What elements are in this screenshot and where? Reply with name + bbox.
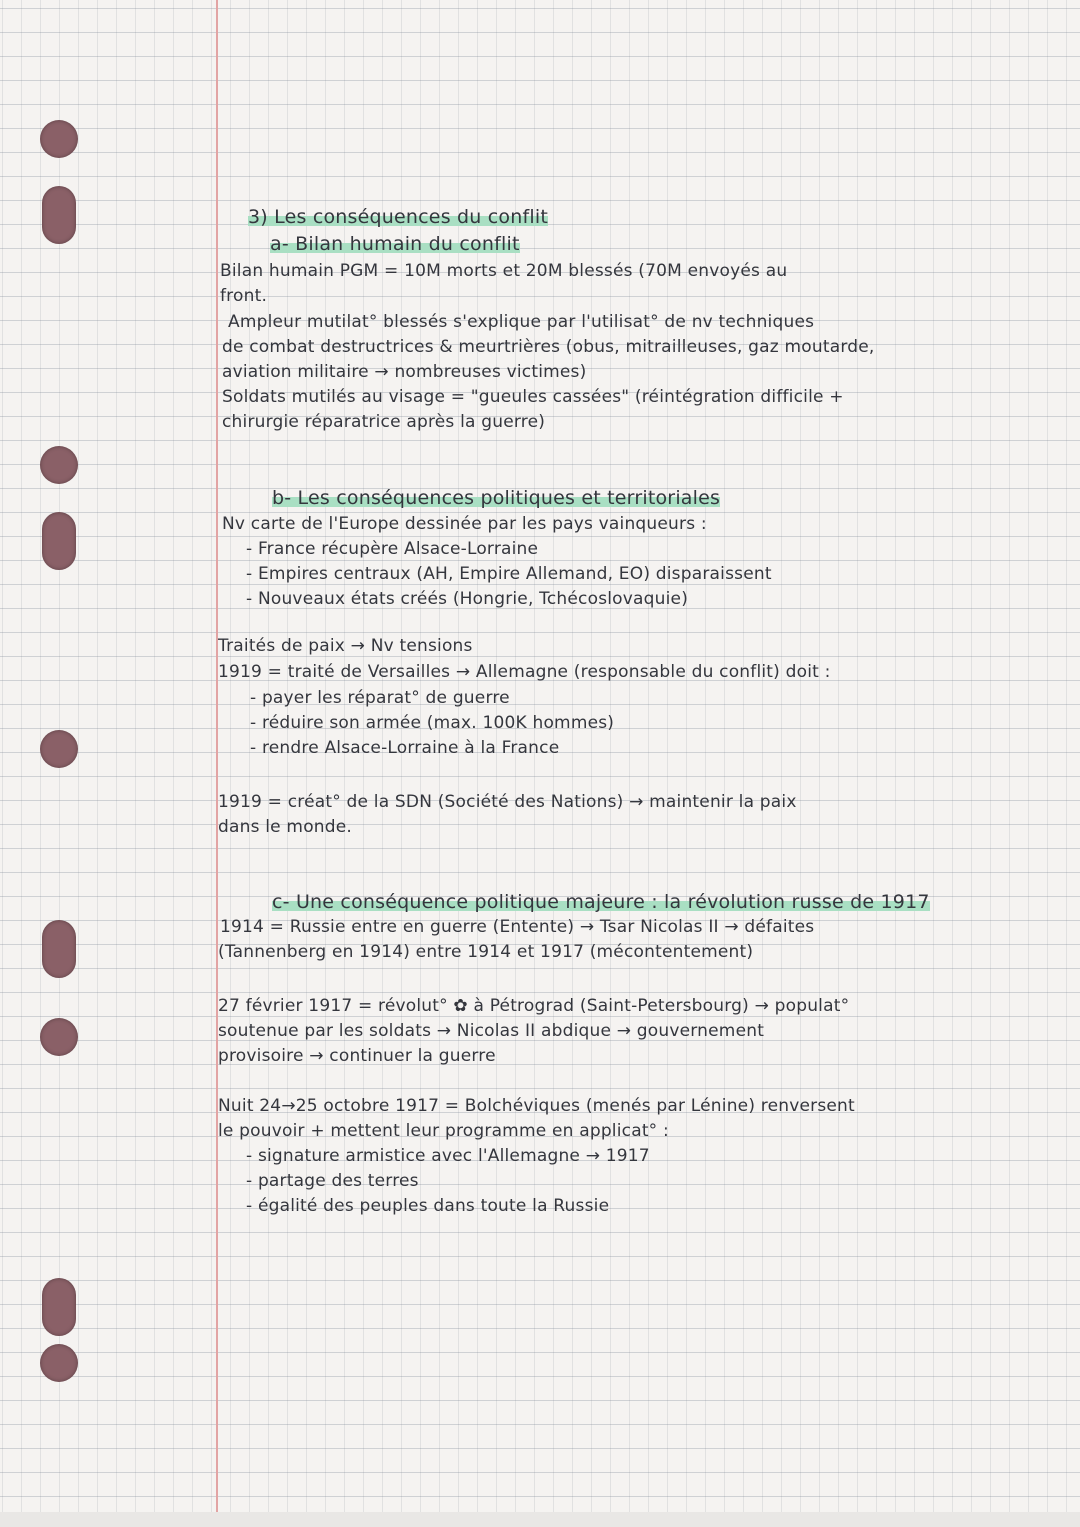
note-line: chirurgie réparatrice après la guerre) [222, 412, 546, 432]
note-line: Bilan humain PGM = 10M morts et 20M blessés (70M envoyés au [220, 261, 788, 281]
note-line: Ampleur mutilat° blessés s'explique par l'utilisat° de nv techniques [228, 312, 815, 332]
note-line: - payer les réparat° de guerre [250, 688, 510, 708]
note-line: - France récupère Alsace-Lorraine [246, 539, 539, 559]
note-line: 27 février 1917 = révolut° ✿ à Pétrograd (Saint-Petersbourg) → populat° [218, 996, 850, 1016]
note-line: - Nouveaux états créés (Hongrie, Tchécoslovaquie) [246, 589, 689, 609]
subsection-title: c- Une conséquence politique majeure : la révolution russe de 1917 [272, 891, 930, 913]
note-line: (Tannenberg en 1914) entre 1914 et 1917 (mécontentement) [218, 942, 754, 962]
subsection-title: a- Bilan humain du conflit [270, 233, 520, 255]
subsection-title: b- Les conséquences politiques et territoriales [272, 487, 721, 509]
note-line: de combat destructrices & meurtrières (obus, mitrailleuses, gaz moutarde, [222, 337, 875, 357]
note-line: - réduire son armée (max. 100K hommes) [250, 713, 615, 733]
note-line: - signature armistice avec l'Allemagne → 1917 [246, 1146, 650, 1166]
note-line: dans le monde. [218, 817, 353, 837]
note-line: provisoire → continuer la guerre [218, 1046, 496, 1066]
note-line: front. [220, 286, 268, 306]
note-line: 1914 = Russie entre en guerre (Entente) → Tsar Nicolas II → défaites [220, 917, 815, 937]
note-line: soutenue par les soldats → Nicolas II abdique → gouvernement [218, 1021, 765, 1041]
page-edge [0, 1512, 1080, 1527]
note-line: 1919 = traité de Versailles → Allemagne (responsable du conflit) doit : [218, 662, 831, 682]
section-title: 3) Les conséquences du conflit [248, 206, 548, 228]
note-line: le pouvoir + mettent leur programme en applicat° : [218, 1121, 669, 1141]
note-line: - Empires centraux (AH, Empire Allemand, EO) disparaissent [246, 564, 772, 584]
note-line: - rendre Alsace-Lorraine à la France [250, 738, 560, 758]
note-line: Nv carte de l'Europe dessinée par les pays vainqueurs : [222, 514, 707, 534]
note-line: aviation militaire → nombreuses victimes) [222, 362, 587, 382]
note-line: 1919 = créat° de la SDN (Société des Nations) → maintenir la paix [218, 792, 797, 812]
note-line: Nuit 24→25 octobre 1917 = Bolchéviques (menés par Lénine) renversent [218, 1096, 855, 1116]
note-line: - partage des terres [246, 1171, 419, 1191]
note-line: - égalité des peuples dans toute la Russie [246, 1196, 610, 1216]
note-line: Traités de paix → Nv tensions [218, 636, 473, 656]
note-line: Soldats mutilés au visage = "gueules cassées" (réintégration difficile + [222, 387, 844, 407]
